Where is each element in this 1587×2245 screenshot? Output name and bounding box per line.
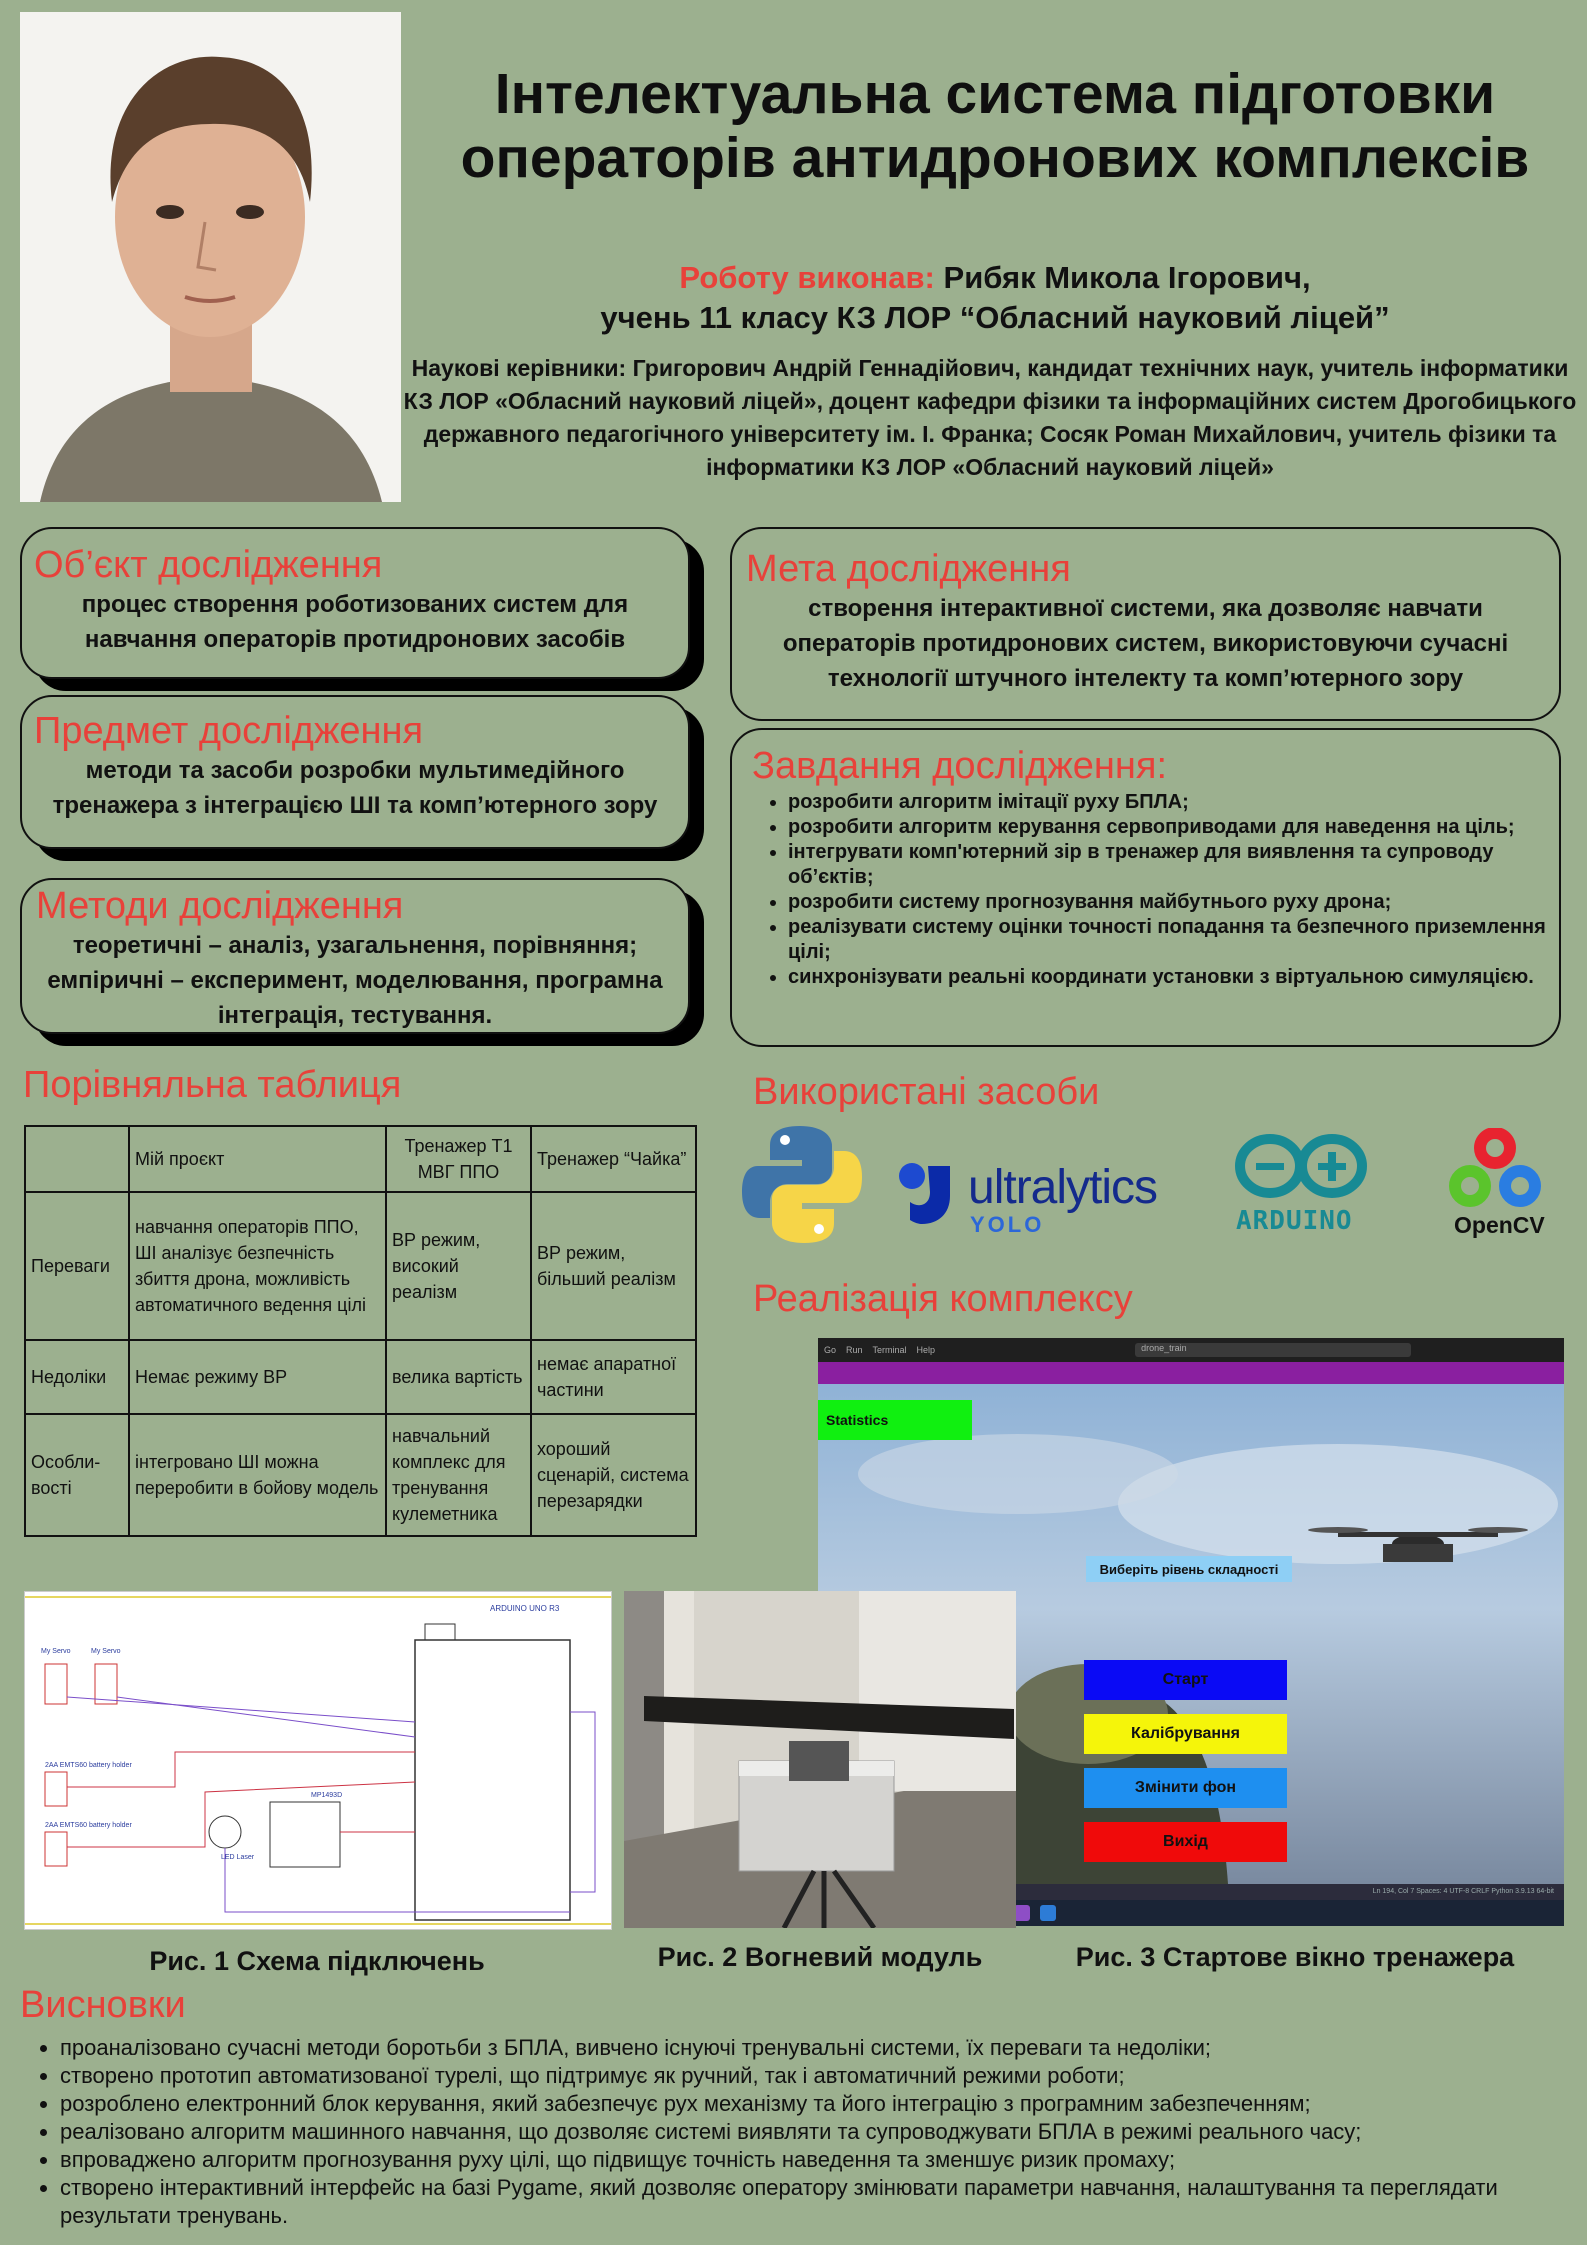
conclusion-item: • проаналізовано сучасні методи боротьби з БПЛА, вивчено існуючі тренувальні системи, їх переваги та недоліки;	[60, 2034, 1570, 2062]
menu-item[interactable]: Help	[916, 1345, 936, 1355]
table-cell: ВР режим, більший реалізм	[531, 1192, 696, 1340]
arduino-label: ARDUINO	[1236, 1206, 1353, 1236]
table-cell: інтегровано ШІ можна переробити в бойову модель	[129, 1414, 386, 1536]
turret-photo	[624, 1591, 1016, 1928]
table-row	[25, 1414, 696, 1536]
table-cell: навчальний комплекс для тренування кулеметника	[386, 1414, 531, 1536]
conclusions-title: Висновки	[20, 1984, 186, 2026]
table-cell: хороший сценарій, система перезарядки	[531, 1414, 696, 1536]
table-cell: Мій проєкт	[129, 1126, 386, 1192]
author-portrait	[20, 12, 401, 502]
title-line-2: операторів антидронових комплексів	[460, 126, 1530, 190]
task-item: • розробити алгоритм імітації руху БПЛА;	[788, 790, 1549, 815]
figure1-caption: Рис. 1 Схема підключень	[149, 1946, 485, 1976]
task-item: • синхронізувати реальні координати установки з віртуальною симуляцією.	[788, 965, 1549, 990]
author-name: Рибяк Микола Ігорович,	[943, 260, 1311, 295]
methods-box	[20, 878, 690, 1034]
battery2-label: 2AA EMTS60 battery holder	[45, 1822, 132, 1829]
goal-box	[730, 527, 1561, 721]
table-row	[25, 1192, 696, 1340]
statistics-button[interactable]: Statistics	[818, 1400, 972, 1440]
subject-title: Предмет дослідження	[34, 710, 424, 752]
tools-title: Використані засоби	[753, 1071, 1100, 1113]
opencv-logo-icon	[1448, 1128, 1543, 1243]
app-icon[interactable]	[1014, 1905, 1030, 1921]
object-text: процес створення роботизованих систем для навчання операторів протидронових засобів	[81, 591, 629, 653]
comparison-table	[24, 1125, 697, 1537]
supervisors: Наукові керівники: Григорович Андрій Геннадійович, кандидат технічних наук, учитель інформатики КЗ ЛОР «Обласний науковий ліцей», доцент кафедри фізики та інформаційних систем Дрогобицького державного педагогічного університету ім. І. Франка; Сосяк Роман Михайлович, учитель фізики та інформатики КЗ ЛОР «Обласний науковий ліцей»	[403, 355, 1577, 480]
menu-item[interactable]: Run	[846, 1345, 863, 1355]
conclusion-item: • створено інтерактивний інтерфейс на базі Pygame, який дозволяє оператору змінювати параметри навчання, налаштування та переглядати результати тренувань.	[60, 2174, 1570, 2230]
table-cell: Немає режиму ВР	[129, 1340, 386, 1414]
conclusion-item: • розроблено електронний блок керування, який забезпечує рух механізму та його інтеграцію з програмним забезпеченням;	[60, 2090, 1570, 2118]
start-button[interactable]: Старт	[1084, 1660, 1287, 1700]
battery1-label: 2AA EMTS60 battery holder	[45, 1762, 132, 1769]
table-cell: Тренажер Т1 МВГ ППО	[386, 1126, 531, 1192]
task-item: • розробити систему прогнозування майбутнього руху дрона;	[788, 890, 1549, 915]
calibration-button[interactable]: Калібрування	[1084, 1714, 1287, 1754]
table-cell: навчання операторів ППО, ШІ аналізує безпечність збиття дрона, можливість автоматичного ведення цілі	[129, 1192, 386, 1340]
tasks-list	[732, 790, 1559, 990]
laser-label: LED Laser	[221, 1854, 255, 1861]
servo1-label: My Servo	[41, 1648, 71, 1655]
author-label: Роботу виконав:	[679, 260, 935, 295]
figure2-caption: Рис. 2 Вогневий модуль	[657, 1942, 983, 1972]
author-school: учень 11 класу КЗ ЛОР “Обласний науковий ліцей”	[600, 300, 1390, 335]
task-item: • реалізувати систему оцінки точності попадання та безпечного приземлення цілі;	[788, 915, 1549, 965]
table-row	[25, 1340, 696, 1414]
servo2-label: My Servo	[91, 1648, 121, 1655]
vscode-icon[interactable]	[1040, 1905, 1056, 1921]
table-cell: Особли-вості	[25, 1414, 129, 1536]
implementation-title: Реалізація комплексу	[753, 1278, 1133, 1320]
table-cell: велика вартість	[386, 1340, 531, 1414]
opencv-label: OpenCV	[1454, 1212, 1545, 1238]
table-cell: Недоліки	[25, 1340, 129, 1414]
methods-text: теоретичні – аналіз, узагальнення, порівняння; емпіричні – експеримент, моделювання, програмна інтеграція, тестування.	[47, 932, 663, 1029]
table-cell: Переваги	[25, 1192, 129, 1340]
author-block	[415, 258, 1575, 338]
conclusions-list	[30, 2034, 1570, 2230]
task-item: • інтегрувати комп'ютерний зір в тренажер для виявлення та супроводу об’єктів;	[788, 840, 1549, 890]
difficulty-label: Виберіть рівень складності	[1086, 1556, 1292, 1582]
menu-item[interactable]: Terminal	[872, 1345, 907, 1355]
conclusion-item: • створено прототип автоматизованої турелі, що підтримує як ручний, так і автоматичний режими роботи;	[60, 2062, 1570, 2090]
menu-item[interactable]: Go	[824, 1345, 837, 1355]
table-cell: немає апаратної частини	[531, 1340, 696, 1414]
task-item: • розробити алгоритм керування сервоприводами для наведення на ціль;	[788, 815, 1549, 840]
exit-button[interactable]: Вихід	[1084, 1822, 1287, 1862]
conclusion-item: • впроваджено алгоритм прогнозування руху цілі, що підвищує точність наведення та зменшує ризик промаху;	[60, 2146, 1570, 2174]
subject-box	[20, 695, 690, 849]
schematic-figure	[24, 1591, 612, 1930]
ultralytics-label: ultralytics	[968, 1161, 1158, 1214]
methods-title: Методи дослідження	[36, 885, 404, 927]
python-logo-icon	[740, 1122, 865, 1247]
yolo-label: YOLO	[970, 1212, 1045, 1237]
table-cell: ВР режим, високий реалізм	[386, 1192, 531, 1340]
table-header-row	[25, 1126, 696, 1192]
change-background-button[interactable]: Змінити фон	[1084, 1768, 1287, 1808]
table-cell: Тренажер “Чайка”	[531, 1126, 696, 1192]
goal-title: Мета дослідження	[746, 548, 1071, 590]
editor-menu-bar	[818, 1338, 1564, 1362]
tasks-title: Завдання дослідження:	[752, 745, 1168, 787]
editor-status-bar: Ln 194, Col 7 Spaces: 4 UTF-8 CRLF Python 3.9.13 64-bit	[818, 1884, 1564, 1900]
ultralytics-logo-icon	[898, 1160, 1183, 1240]
driver-label: MP1493D	[311, 1792, 343, 1799]
pygame-titlebar	[818, 1362, 1564, 1384]
poster-title	[415, 62, 1575, 190]
conclusion-item: • реалізовано алгоритм машинного навчання, що дозволяє системі виявляти та супроводжувати БПЛА в режимі реального часу;	[60, 2118, 1570, 2146]
subject-text: методи та засоби розробки мультимедійного тренажера з інтеграцією ШІ та комп’ютерного зору	[52, 757, 658, 819]
object-title: Об’єкт дослідження	[34, 544, 383, 586]
board-label: ARDUINO UNO R3	[490, 1604, 560, 1613]
comparison-title: Порівняльна таблиця	[23, 1064, 402, 1106]
search-box[interactable]: drone_train	[1135, 1343, 1411, 1357]
title-line-1: Інтелектуальна система підготовки	[494, 62, 1496, 126]
object-box	[20, 527, 690, 679]
tasks-box	[730, 728, 1561, 1047]
goal-text: створення інтерактивної системи, яка дозволяє навчати операторів протидронових систем, використовуючи сучасні технології штучного інтелекту та комп’ютерного зору	[782, 595, 1509, 692]
arduino-logo-icon	[1232, 1132, 1377, 1236]
figure3-caption: Рис. 3 Стартове вікно тренажера	[1075, 1942, 1515, 1972]
table-cell	[25, 1126, 129, 1192]
